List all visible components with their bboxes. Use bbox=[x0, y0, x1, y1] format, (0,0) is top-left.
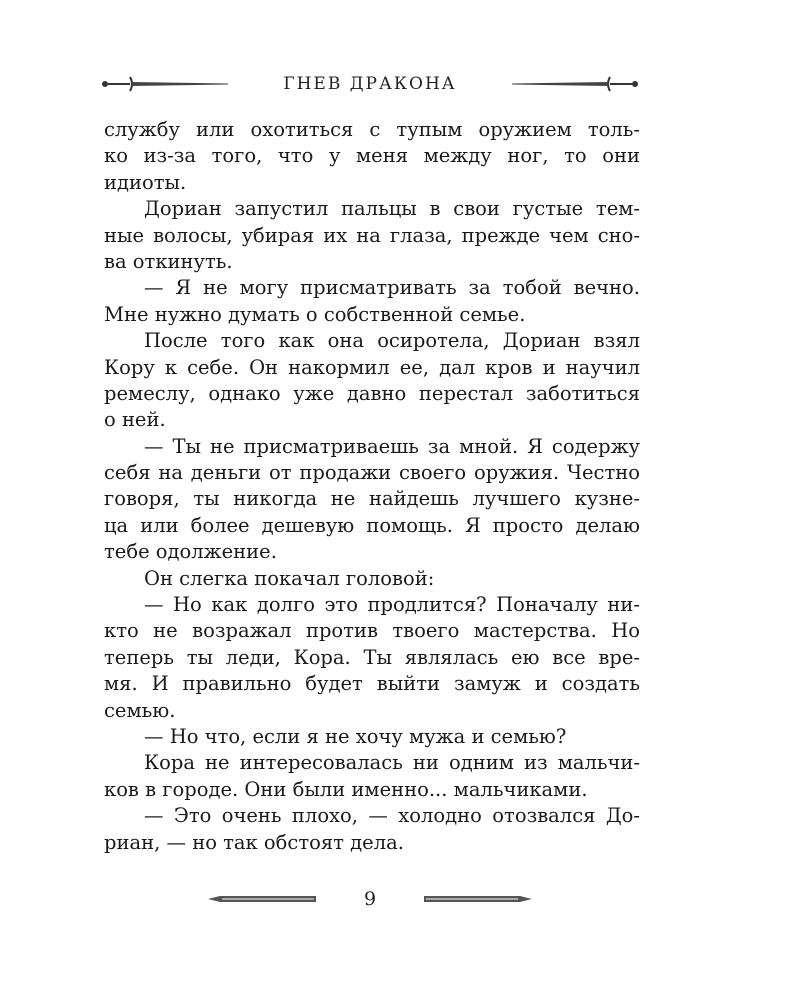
text-line: кто не возражал против твоего мастерства. Но bbox=[104, 619, 640, 643]
text-line: Он слегка покачал головой: bbox=[144, 566, 435, 590]
text-line: семью. bbox=[104, 698, 176, 722]
text-line: ца или более дешевую помощь. Я просто делаю bbox=[104, 513, 640, 537]
text-line: ные волосы, убирая их на глаза, прежде чем сно- bbox=[104, 223, 640, 247]
text-line: — Но как долго это продлится? Поначалу ни- bbox=[144, 593, 640, 617]
text-line: — Я не могу присматривать за тобой вечно. bbox=[144, 276, 640, 300]
text-line: Кору к себе. Он накормил ее, дал кров и научил bbox=[104, 355, 640, 379]
text-line: ремеслу, однако уже давно перестал заботиться bbox=[104, 381, 640, 405]
text-line: тебе одолжение. bbox=[104, 540, 277, 564]
text-line: Дориан запустил пальцы в свои густые тем- bbox=[144, 197, 640, 221]
text-line: себя на деньги от продажи своего оружия. Честно bbox=[104, 461, 640, 485]
text-line: Мне нужно думать о собственной семье. bbox=[104, 302, 526, 326]
text-line: говоря, ты никогда не найдешь лучшего кузне- bbox=[104, 487, 640, 511]
body-text bbox=[104, 117, 640, 856]
text-line: ко из-за того, что у меня между ног, то они bbox=[104, 144, 640, 168]
page-number: 9 bbox=[363, 888, 377, 910]
text-line: службу или охотиться с тупым оружием толь- bbox=[104, 118, 640, 141]
text-line: Кора не интересовалась ни одним из мальчи- bbox=[144, 751, 640, 775]
text-line: После того как она осиротела, Дориан взял bbox=[144, 329, 640, 353]
sword-ornament-right-icon bbox=[510, 74, 640, 94]
text-line: — Но что, если я не хочу мужа и семью? bbox=[144, 724, 567, 748]
text-line: ва откинуть. bbox=[104, 249, 233, 273]
line-ornament-left-icon bbox=[208, 893, 318, 905]
text-line: — Ты не присматриваешь за мной. Я содержу bbox=[144, 434, 640, 458]
page-footer bbox=[208, 884, 532, 914]
running-header bbox=[100, 62, 640, 106]
text-line: мя. И правильно будет выйти замуж и создать bbox=[104, 672, 640, 696]
running-title: ГНЕВ ДРАКОНА bbox=[283, 74, 457, 94]
text-line: — Это очень плохо, — холодно отозвался До- bbox=[144, 804, 640, 828]
text-line: о ней. bbox=[104, 408, 166, 432]
text-line: идиоты. bbox=[104, 170, 187, 194]
sword-ornament-left-icon bbox=[100, 74, 230, 94]
text-line: теперь ты леди, Кора. Ты являлась ею все вре- bbox=[104, 645, 640, 669]
text-line: ков в городе. Они были именно... мальчиками. bbox=[104, 777, 588, 801]
text-line: риан, — но так обстоят дела. bbox=[104, 830, 404, 854]
line-ornament-right-icon bbox=[422, 893, 532, 905]
